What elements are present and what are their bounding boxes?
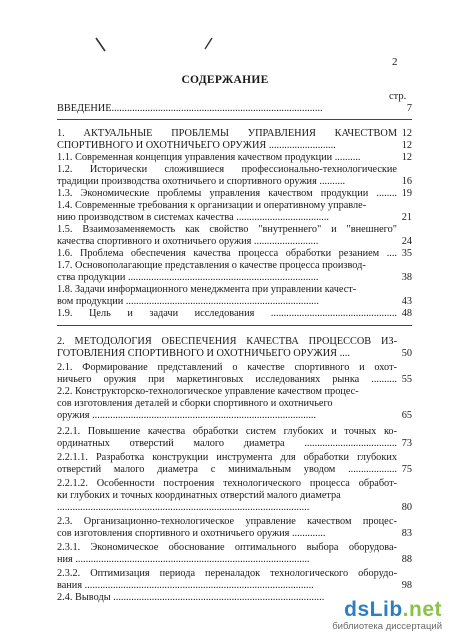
- page-number: 2: [392, 56, 398, 68]
- watermark-brand-domain: .net: [402, 598, 442, 621]
- watermark-brand-name: dsLib: [344, 598, 403, 621]
- toc-page-number: 43: [401, 296, 412, 307]
- toc-page-number: 38: [401, 272, 412, 283]
- toc-line: СПОРТИВНОГО И ОХОТНИЧЬЕГО ОРУЖИЯ ..........................: [57, 140, 336, 151]
- toc-line: 2. МЕТОДОЛОГИЯ ОБЕСПЕЧЕНИЯ КАЧЕСТВА ПРОЦЕССОВ ИЗ-: [57, 336, 397, 347]
- toc-page-number: 73: [401, 438, 412, 449]
- toc-line: 2.3. Организационно-технологическое управление качеством процес-: [57, 516, 397, 527]
- toc-line: вом продукции ...........................................................................: [57, 296, 319, 307]
- watermark-logo: [332, 599, 442, 632]
- toc-page-number: 80: [401, 502, 412, 513]
- toc-line: 2.4. Выводы ..................................................................................: [57, 592, 325, 603]
- toc-page-number: 75: [401, 464, 412, 475]
- toc-line: оружия .......................................................................................: [57, 410, 317, 421]
- toc-line: 1.2. Исторически сложившиеся профессионально-технологические: [57, 164, 397, 175]
- toc-line: ГОТОВЛЕНИЯ СПОРТИВНОГО И ОХОТНИЧЬЕГО ОРУЖИЯ ....: [57, 348, 350, 359]
- toc-page-number: 12: [401, 140, 412, 151]
- toc-line: 2.2.1. Повышение качества обработки систем глубоких и точных ко-: [57, 426, 397, 437]
- toc-line: ничьего оружия при маркетинговых исследованиях рынка ..........: [57, 374, 397, 385]
- toc-line: нию производством в системах качества ....................................: [57, 212, 329, 223]
- page-column-label: стр.: [389, 91, 407, 102]
- toc-page-number: 50: [401, 348, 412, 359]
- watermark-subtitle: библиотека диссертаций: [332, 621, 442, 632]
- toc-page-number: 12: [401, 128, 412, 139]
- toc-page-number: 16: [401, 176, 412, 187]
- toc-line: 2.2.1.1. Разработка конструкции инструмента для обработки глубоких: [57, 452, 397, 463]
- toc-page-number: 98: [401, 580, 412, 591]
- toc-line: 2.1. Формирование представлений о качестве спортивного и охот-: [57, 362, 397, 373]
- toc-page-number: 35: [401, 248, 412, 259]
- toc-line: 1.9. Цель и задачи исследования .................................................: [57, 308, 397, 319]
- toc-line: 2.2. Конструкторско-технологическое управление качеством процес-: [57, 386, 359, 397]
- scan-mark-right: [202, 36, 214, 52]
- toc-line: отверстий малого диаметра с минимальным уводом ...................: [57, 464, 397, 475]
- toc-line: ВВЕДЕНИЕ..................................................................................: [57, 103, 323, 114]
- toc-page-number: 21: [401, 212, 412, 223]
- toc-line: 1. АКТУАЛЬНЫЕ ПРОБЛЕМЫ УПРАВЛЕНИЯ КАЧЕСТВОМ: [57, 128, 397, 139]
- toc-line: 1.3. Экономические проблемы управления качеством продукции ........: [57, 188, 397, 199]
- toc-line: 2.2.1.2. Особенности построения технологического процесса обработ-: [57, 478, 397, 489]
- toc-page-number: 12: [401, 152, 412, 163]
- toc-line: ния ...........................................................................................: [57, 554, 310, 565]
- toc-page-number: 48: [401, 308, 412, 319]
- toc-line: 1.6. Проблема обеспечения качества процесса обработки резанием ....: [57, 248, 397, 259]
- section-divider: [57, 119, 412, 120]
- page-title: СОДЕРЖАНИЕ: [181, 74, 269, 86]
- toc-page-number: 88: [401, 554, 412, 565]
- toc-line: 1.4. Современные требования к организации и оперативному управле-: [57, 200, 367, 211]
- toc-line: ординатных отверстий малого диаметра ....................................: [57, 438, 397, 449]
- toc-line: сов изготовления деталей и сборки спортивного и охотничьего: [57, 398, 333, 409]
- toc-page-number: 83: [401, 528, 412, 539]
- toc-page-number: 24: [401, 236, 412, 247]
- toc-line: 1.1. Современная концепция управления качеством продукции ..........: [57, 152, 361, 163]
- toc-page-number: 55: [401, 374, 412, 385]
- toc-line: 2.3.2. Оптимизация периода переналадок технологического оборудо-: [57, 568, 397, 579]
- toc-line: 2.3.1. Экономическое обоснование оптимального выбора оборудова-: [57, 542, 397, 553]
- watermark-brand: [332, 599, 442, 621]
- toc-line: традиции производства охотничьего и спортивного оружия ..........: [57, 176, 346, 187]
- toc-page-number: 65: [401, 410, 412, 421]
- toc-line: качества спортивного и охотничьего оружия .........................: [57, 236, 319, 247]
- toc-line: 1.7. Основополагающие представления о качестве процесса производ-: [57, 260, 366, 271]
- toc-line: ства продукции ..........................................................................: [57, 272, 319, 283]
- toc-page-number: 7: [406, 103, 412, 114]
- toc-line: ки глубоких и точных координатных отверстий малого диаметра: [57, 490, 341, 501]
- section-divider: [57, 325, 412, 326]
- toc-line: ..................................................................................................: [57, 502, 310, 513]
- scan-mark-left: [94, 36, 108, 54]
- toc-line: 1.5. Взаимозаменяемость как свойство "внутреннего" и "внешнего": [57, 224, 397, 235]
- toc-page-number: 19: [401, 188, 412, 199]
- toc-line: вания .........................................................................................: [57, 580, 314, 591]
- toc-line: 1.8. Задачи информационного менеджмента при управлении качест-: [57, 284, 357, 295]
- toc-line: сов изготовления спортивного и охотничьего оружия .............: [57, 528, 326, 539]
